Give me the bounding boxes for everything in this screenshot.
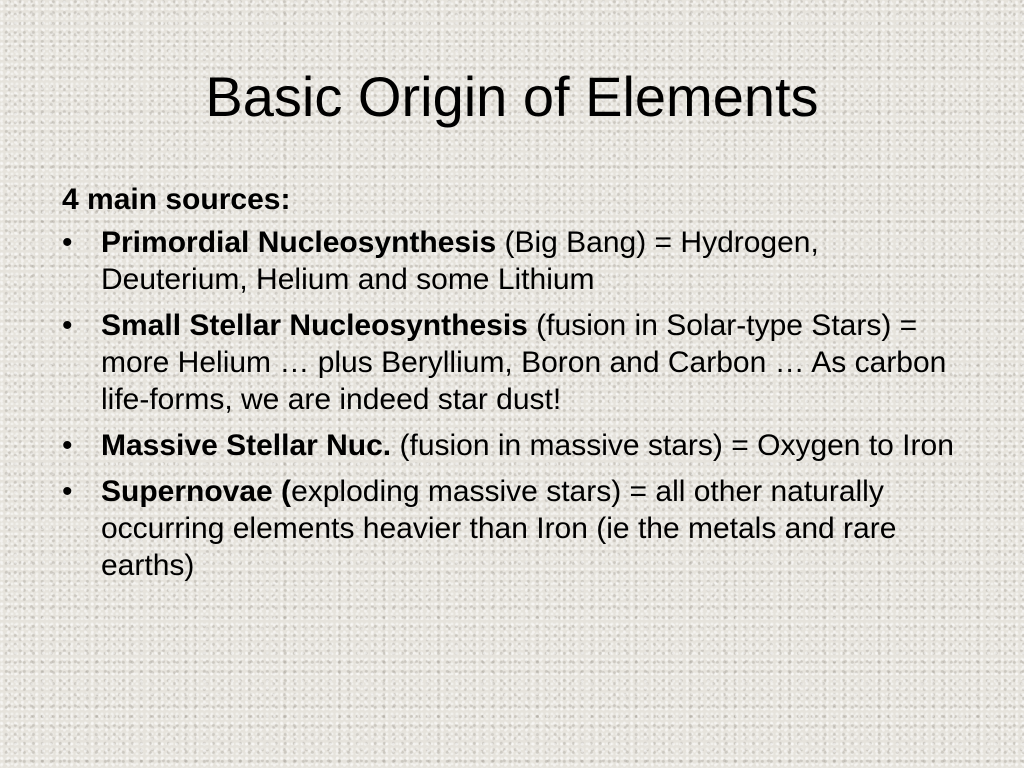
item-term: Small Stellar Nucleosynthesis <box>101 309 528 342</box>
sources-list <box>62 224 962 584</box>
list-item-small-stellar <box>62 307 962 418</box>
bullet-icon: • <box>62 226 73 259</box>
slide-body <box>62 181 962 593</box>
list-item-primordial <box>62 224 962 298</box>
bullet-icon: • <box>62 309 73 342</box>
bullet-icon: • <box>62 429 73 462</box>
list-item-supernovae <box>62 473 962 584</box>
item-term: Primordial Nucleosynthesis <box>101 226 497 259</box>
item-term: Supernovae ( <box>101 475 292 508</box>
item-description: exploding massive stars) = all other naturally occurring elements heavier than Iron (ie the metals and rare earths) <box>101 475 897 582</box>
item-description: (fusion in massive stars) = Oxygen to Iron <box>391 429 954 462</box>
item-term: Massive Stellar Nuc. <box>101 429 392 462</box>
intro-text: 4 main sources: <box>62 183 291 216</box>
item-description: (fusion in Solar-type Stars) = more Helium … plus Beryllium, Boron and Carbon … As carbon life-forms, we are indeed star dust! <box>101 309 947 416</box>
bullet-icon: • <box>62 475 73 508</box>
item-description: (Big Bang) = Hydrogen, Deuterium, Helium and some Lithium <box>101 226 819 296</box>
list-item-massive-stellar <box>62 427 962 464</box>
slide-title: Basic Origin of Elements <box>205 65 819 128</box>
